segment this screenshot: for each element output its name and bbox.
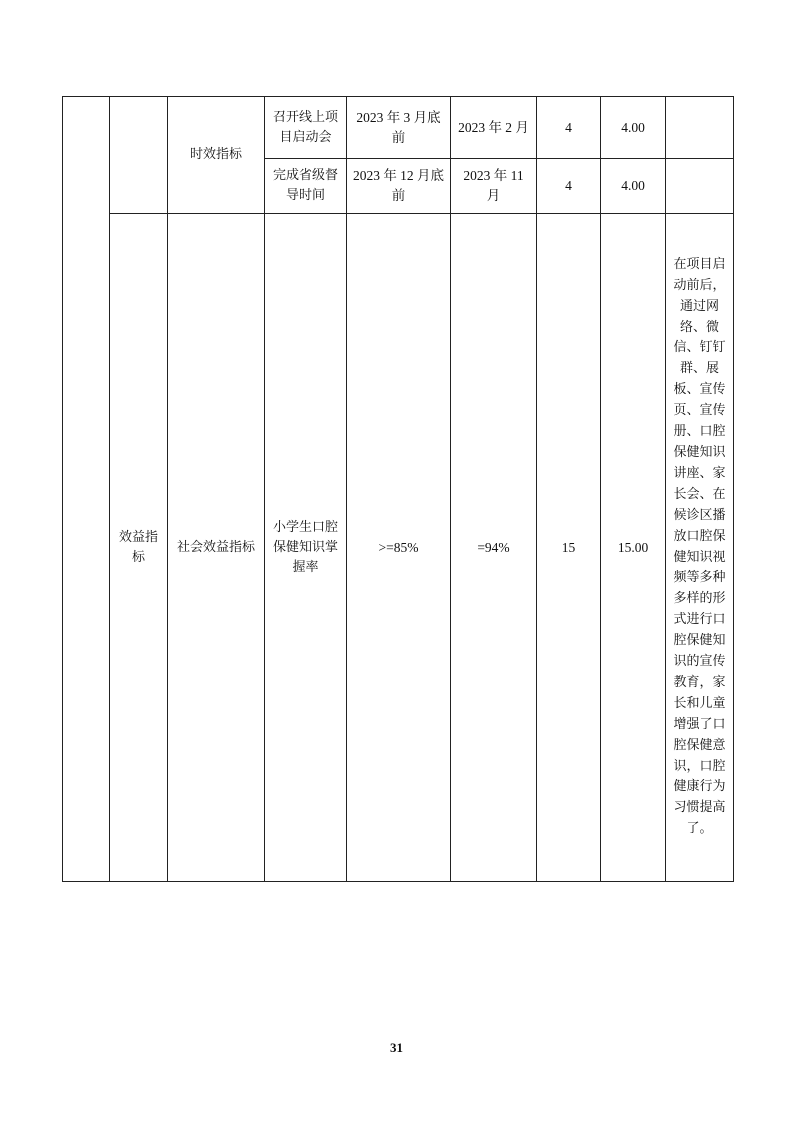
score-cell: 4.00 <box>601 97 666 159</box>
weight-cell: 4 <box>537 97 601 159</box>
note-cell <box>666 159 734 214</box>
score-cell: 4.00 <box>601 159 666 214</box>
level2-timeliness-cell: 时效指标 <box>168 97 265 214</box>
note-cell: 在项目启动前后，通过网络、微信、钉钉群、展板、宣传页、宣传册、口腔保健知识讲座、家长会、在候诊区播放口腔保健知识视频等多种多样的形式进行口腔保健知识的宣传教育，家长和儿童增强了口腔保健意识，口腔健康行为习惯提高了。 <box>666 214 734 882</box>
table-row <box>63 97 734 159</box>
page-number: 31 <box>390 1040 403 1055</box>
level2-cell: 社会效益指标 <box>168 214 265 882</box>
indicator-name-cell: 小学生口腔保健知识掌握率 <box>265 214 347 882</box>
indicator-name-cell: 召开线上项目启动会 <box>265 97 347 159</box>
score-cell: 15.00 <box>601 214 666 882</box>
actual-value-cell: 2023 年 11 月 <box>451 159 537 214</box>
target-value-cell: 2023 年 12 月底前 <box>347 159 451 214</box>
target-value-cell: 2023 年 3 月底前 <box>347 97 451 159</box>
weight-cell: 4 <box>537 159 601 214</box>
indicator-name-cell: 完成省级督导时间 <box>265 159 347 214</box>
performance-indicator-table <box>62 96 734 882</box>
actual-value-cell: =94% <box>451 214 537 882</box>
target-value-cell: >=85% <box>347 214 451 882</box>
level1-cell-empty <box>110 97 168 214</box>
weight-cell: 15 <box>537 214 601 882</box>
table-row <box>63 214 734 882</box>
first-column-cell <box>63 97 110 882</box>
actual-value-cell: 2023 年 2 月 <box>451 97 537 159</box>
note-cell <box>666 97 734 159</box>
level1-cell: 效益指标 <box>110 214 168 882</box>
